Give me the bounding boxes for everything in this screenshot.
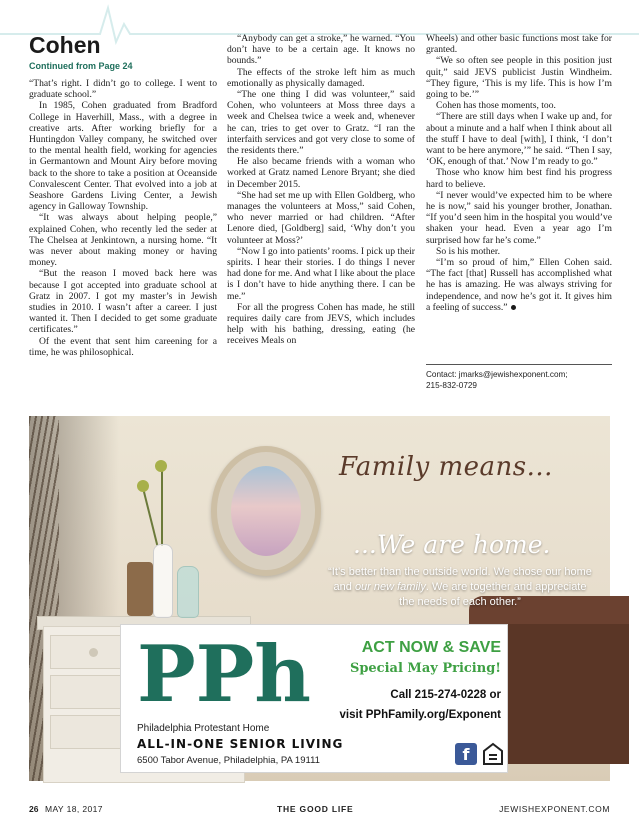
paragraph: “I never would’ve expected him to be where he is now,” said his younger brother, Jonathan. “If you’d seen him in the hospital you would’ve shaken your head. Even a year ago I’m surprised how far he’s come.” xyxy=(426,189,612,246)
paragraph: The effects of the stroke left him as much emotionally as physically damaged. xyxy=(227,66,415,89)
call-phone[interactable]: Call 215-274-0228 or xyxy=(390,689,501,701)
act-now-heading: ACT NOW & SAVE xyxy=(361,639,501,656)
article-column-2 xyxy=(227,33,415,347)
flower-icon xyxy=(137,480,149,492)
ad-info-box xyxy=(120,624,508,773)
photo-frame xyxy=(211,446,321,576)
facebook-icon[interactable]: f xyxy=(455,743,477,765)
equal-housing-icon xyxy=(483,743,503,765)
quote-text: “It’s better than the outside world. We chose our home and xyxy=(328,566,592,593)
paragraph: He also became friends with a woman who worked at Gratz named Lenore Bryant; she died in December 2015. xyxy=(227,156,415,190)
paragraph: Cohen has those moments, too. xyxy=(436,100,556,112)
paragraph: “That’s right. I didn’t go to college. I went to graduate school.” xyxy=(29,78,217,101)
article-column-1 xyxy=(29,78,217,358)
issue-date: MAY 18, 2017 xyxy=(45,804,103,814)
paragraph: Of the event that sent him careening for a time, he was philosophical. xyxy=(29,335,217,358)
contact-phone: 215-832-0729 xyxy=(426,381,477,390)
paragraph: “She had set me up with Ellen Goldberg, who manages the volunteers at Moss,” said Cohen, who never married or had children. “After Lenore died, [Goldberg] said, ‘Why don’t you volunteer at Moss?’ xyxy=(227,189,415,246)
special-pricing: Special May Pricing! xyxy=(349,661,501,676)
paragraph: “But the reason I moved back here was because I got accepted into graduate school at Gratz in 2007. I got my master’s in Jewish studies in 2010. I wasn’t after a career. I just wanted it. Then I decided to get some graduate certificates.” xyxy=(29,268,217,336)
couple-photo xyxy=(231,466,301,556)
knob-icon xyxy=(89,648,98,657)
paragraph: “We so often see people in this position just quit,” said JEVS publicist Justin Windheim. “They figure, ‘This is my life. This is how I’m going to be.’” xyxy=(426,55,612,101)
end-of-story-icon xyxy=(511,305,516,310)
ad-subheadline: ...We are home. xyxy=(353,530,551,559)
paragraph: “The one thing I did was volunteer,” said Cohen, who volunteers at Moss three days a week and Chelsea twice a week and, whenever he can, tries to get over to Gratz. “I ran the interfaith services and got very close to some of the residents there.” xyxy=(227,89,415,157)
ad-testimonial xyxy=(325,565,595,610)
visit-link[interactable]: visit PPhFamily.org/Exponent xyxy=(339,709,501,721)
flower-stem xyxy=(161,468,163,546)
paragraph: “There are still days when I wake up and, for about a minute and a half when I think about all the stuff I have to deal [with], I think, ‘I don’t want to be here anymore,’” he said. “Then I say, ‘OK, enough of that.’ Now I’m ready to go.” xyxy=(426,111,612,168)
ad-address: 6500 Tabor Avenue, Philadelphia, PA 19111 xyxy=(137,755,320,766)
pph-logo xyxy=(137,629,312,720)
ad-tagline: ALL-IN-ONE SENIOR LIVING xyxy=(137,737,344,751)
publication-site[interactable]: JEWISHEXPONENT.COM xyxy=(499,804,610,814)
paragraph-text: “I’m so proud of him,” Ellen Cohen said. “The fact [that] Russell has accomplished what he has is amazing. He was always striving for independence, and now he’s got it. It gives him a feeling of success.” xyxy=(426,257,612,313)
paragraph: “It was always about helping people,” explained Cohen, who recently led the seder at The Chelsea at Jenkintown, a nursing home. “It was never about making money or having money. xyxy=(29,212,217,269)
org-name: Philadelphia Protestant Home xyxy=(137,723,270,734)
paragraph: For all the progress Cohen has made, he still requires daily care from JEVS, which includes help with his bathing, dressing, eating (he receives Meals on xyxy=(227,301,415,347)
section-name: THE GOOD LIFE xyxy=(277,804,354,814)
page-footer xyxy=(29,804,610,818)
quote-emphasis: our new family xyxy=(354,581,426,593)
paragraph: “Now I go into patients’ rooms. I pick up their spirits. I hear their stories. I do things I never had done for me. And what I like about the place is I don’t have to hide anything there. I can be me.” xyxy=(227,245,415,302)
quote-text: . We are together and appreciate the needs of each other.” xyxy=(399,581,587,608)
paragraph: Wheels) and other basic functions most take for granted. xyxy=(426,33,612,56)
logo-text: PPh xyxy=(137,629,312,720)
vase xyxy=(177,566,199,618)
contact-info xyxy=(426,369,612,391)
paragraph: “Anybody can get a stroke,” he warned. “You don’t have to be a certain age. It knows no bounds.” xyxy=(227,33,415,67)
continued-from-label: Continued from Page 24 xyxy=(29,61,133,71)
vase xyxy=(153,544,173,618)
ad-headline: Family means... xyxy=(339,452,553,482)
contact-email[interactable]: Contact: jmarks@jewishexponent.com; xyxy=(426,370,568,379)
basket xyxy=(127,562,153,616)
paragraph: Those who know him best find his progress hard to believe. xyxy=(426,167,612,190)
contact-divider xyxy=(426,364,612,365)
paragraph-last xyxy=(426,257,612,313)
paragraph: In 1985, Cohen graduated from Bradford College in Haverhill, Mass., with a degree in creative arts. After working briefly for a Huntingdon Valley company, he switched over to the mental health field, working for agencies in Germantown and Mount Airy before moving back to the shore to take a position at Oceanside Convalescent Center. That evolved into a job at Seashore Gardens Living Center, a Jewish agency in Galloway Township. xyxy=(29,100,217,213)
advertisement[interactable] xyxy=(29,416,610,781)
article-column-3 xyxy=(426,33,612,313)
flower-stem xyxy=(142,487,158,546)
page-number: 26 xyxy=(29,804,39,814)
flower-icon xyxy=(155,460,167,472)
article-title: Cohen xyxy=(29,32,101,58)
paragraph: So is his mother. xyxy=(436,245,500,257)
